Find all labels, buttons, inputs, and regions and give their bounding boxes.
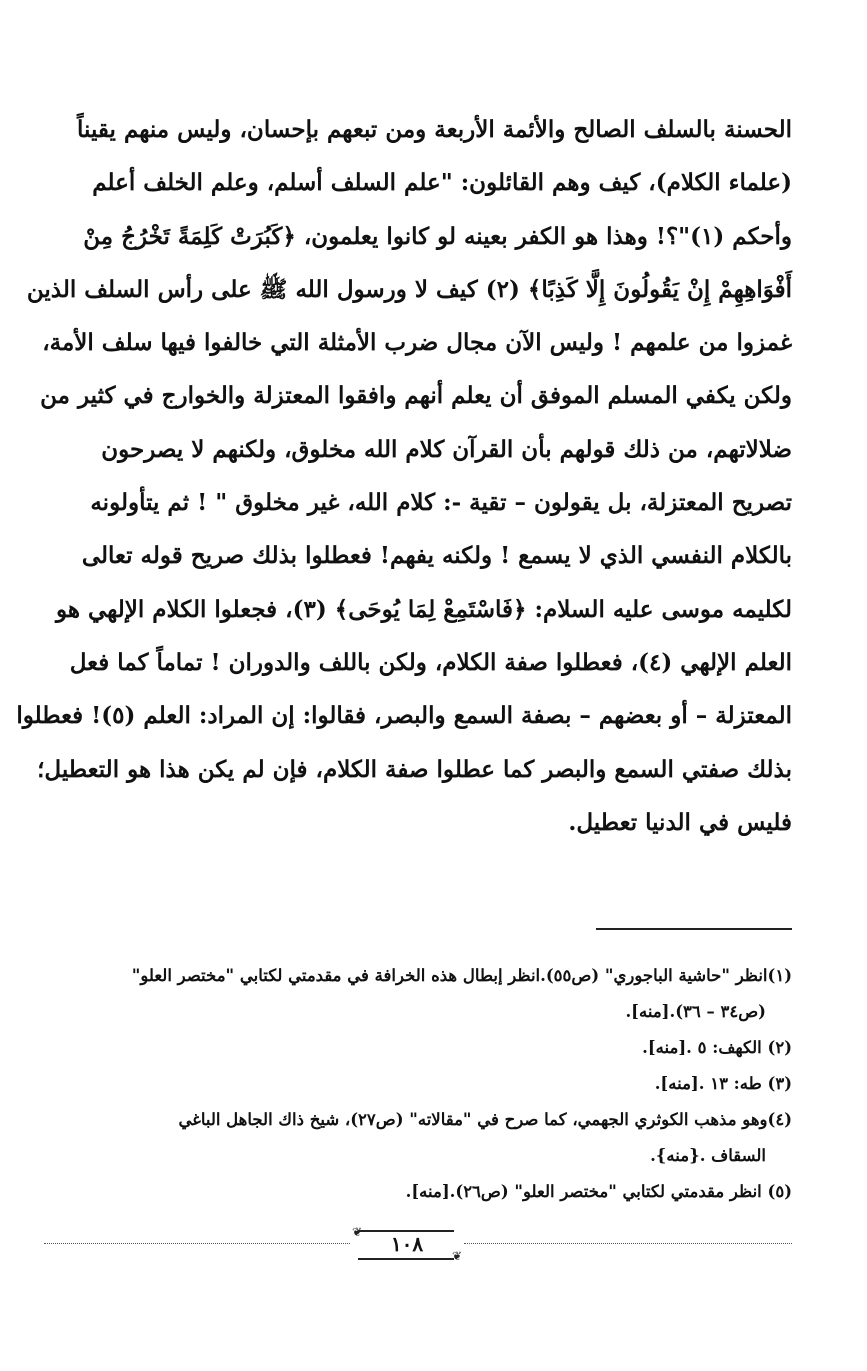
text-line: المعتزلة – أو بعضهم – بصفة السمع والبصر، فقالوا: إن المراد: العلم (٥)! فعطلوا	[16, 702, 792, 730]
text-line: العلم الإلهي (٤)، فعطلوا صفة الكلام، ولكن باللف والدوران ! تماماً كما فعل	[69, 648, 792, 676]
footnote-2: (٢) الكهف: ٥ .[منه].	[642, 1038, 792, 1057]
text-line: ولكن يكفي المسلم الموفق أن يعلم أنهم وافقوا المعتزلة والخوارج في كثير من	[40, 382, 792, 410]
footnotes	[52, 958, 792, 1210]
footnote-3: (٣) طه: ١٣ .[منه].	[654, 1074, 792, 1093]
footnote-4: (٤)وهو مذهب الكوثري الجهمي، كما صرح في "مقالاته" (ص٢٧)، شيخ ذاك الجاهل الباغي	[178, 1110, 792, 1129]
text-line: لكليمه موسى عليه السلام: ﴿فَاسْتَمِعْ لِمَا يُوحَى﴾ (٣)، فجعلوا الكلام الإلهي هو	[55, 595, 792, 623]
text-line: غمزوا من علمهم ! وليس الآن مجال ضرب الأمثلة التي خالفوا فيها سلف الأمة،	[42, 329, 792, 357]
page-number: ١٠٨	[390, 1232, 424, 1256]
text-line: أَفْوَاهِهِمْ إِنْ يَقُولُونَ إِلَّا كَذِبًا﴾ (٢) كيف لا ورسول الله ﷺ على رأس السلف الذين	[26, 275, 792, 303]
text-line: ضلالاتهم، من ذلك قولهم بأن القرآن كلام الله مخلوق، ولكنهم لا يصرحون	[101, 435, 792, 463]
footer-dotted-rule-left	[44, 1243, 350, 1244]
footnote-1-continuation: (ص٣٤ – ٣٦).[منه].	[625, 1002, 766, 1021]
footnote-separator	[596, 928, 792, 930]
text-line: بالكلام النفسي الذي لا يسمع ! ولكنه يفهم! فعطلوا بذلك صريح قوله تعالى	[81, 542, 792, 570]
main-text	[16, 103, 792, 849]
ornament-flourish-icon: ❦	[451, 1249, 462, 1263]
footnote-4-continuation: السقاف .{منه}.	[650, 1146, 766, 1165]
page-number-frame	[352, 1226, 462, 1262]
text-line: وأحكم (١)"؟! وهذا هو الكفر بعينه لو كانوا يعلمون، ﴿كَبُرَتْ كَلِمَةً تَخْرُجُ مِنْ	[83, 222, 792, 250]
text-line: (علماء الكلام)، كيف وهم القائلون: "علم السلف أسلم، وعلم الخلف أعلم	[92, 169, 792, 197]
text-line: فليس في الدنيا تعطيل.	[568, 808, 792, 836]
text-line: بذلك صفتي السمع والبصر كما عطلوا صفة الكلام، فإن لم يكن هذا هو التعطيل؛	[37, 755, 792, 783]
footer-dotted-rule-right	[464, 1243, 792, 1244]
text-line: تصريح المعتزلة، بل يقولون – تقية -: كلام الله، غير مخلوق " ! ثم يتأولونه	[90, 489, 792, 517]
footnote-1: (١)انظر "حاشية الباجوري" (ص٥٥).انظر إبطال هذه الخرافة في مقدمتي لكتابي "مختصر العلو"	[131, 966, 792, 985]
text-line: الحسنة بالسلف الصالح والأئمة الأربعة ومن تبعهم بإحسان، وليس منهم يقيناً	[77, 116, 792, 143]
ornament-flourish-icon: ❦	[352, 1225, 363, 1239]
footnote-5: (٥) انظر مقدمتي لكتابي "مختصر العلو" (ص٢٦).[منه].	[405, 1182, 792, 1201]
